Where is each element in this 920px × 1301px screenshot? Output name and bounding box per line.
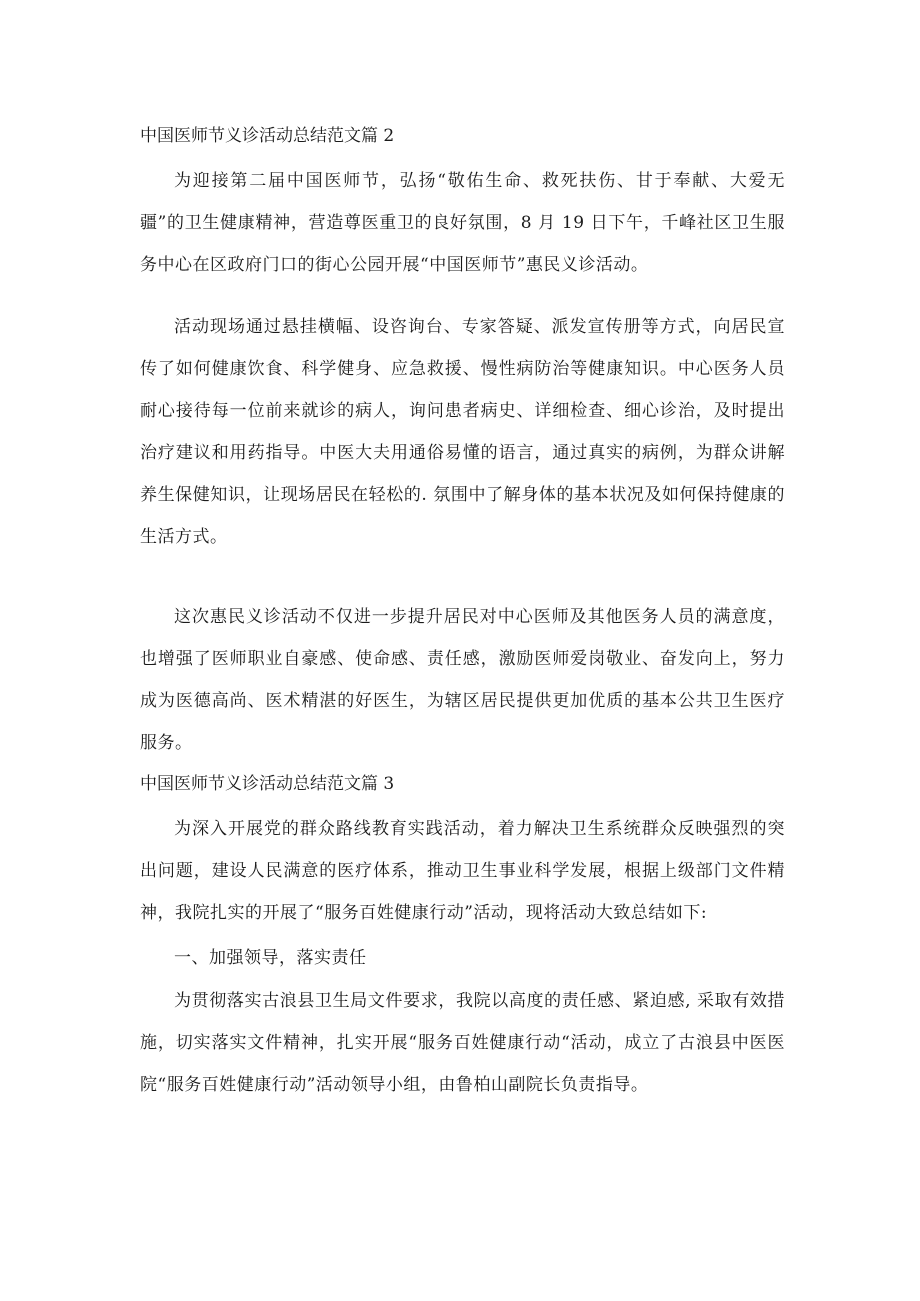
- section-heading: 中国医师节义诊活动总结范文篇 2: [140, 126, 395, 146]
- subheading: 一、加强领导，落实责任: [174, 948, 367, 968]
- paragraph: 活动现场通过悬挂横幅、设咨询台、专家答疑、派发宣传册等方式，向居民宣传了如何健康饮食、科学健身、应急救援、慢性病防治等健康知识。中心医务人员耐心接待每一位前来就诊的病人，询问患者病史、详细检查、细心诊治，及时提出治疗建议和用药指导。中医大夫用通俗易懂的语言，通过真实的病例，为群众讲解养生保健知识，让现场居民在轻松的. 氛围中了解身体的基本状况及如何保持健康的生活方式。: [140, 317, 785, 547]
- paragraph: 为迎接第二届中国医师节，弘扬“敬佑生命、救死扶伤、甘于奉献、大爱无疆”的卫生健康精神，营造尊医重卫的良好氛围，8 月 19 日下午，千峰社区卫生服务中心在区政府门口的街心公园开展“中国医师节”惠民义诊活动。: [140, 171, 785, 275]
- section-heading: 中国医师节义诊活动总结范文篇 3: [140, 774, 395, 794]
- paragraph: 为贯彻落实古浪县卫生局文件要求，我院以高度的责任感、紧迫感, 采取有效措施，切实落实文件精神，扎实开展“服务百姓健康行动“活动，成立了古浪县中医医院“服务百姓健康行动”活动领导小组，由鲁柏山副院长负责指导。: [140, 991, 785, 1095]
- paragraph: 这次惠民义诊活动不仅进一步提升居民对中心医师及其他医务人员的满意度，也增强了医师职业自豪感、使命感、责任感，激励医师爱岗敬业、奋发向上，努力成为医德高尚、医术精湛的好医生，为辖区居民提供更加优质的基本公共卫生医疗服务。: [140, 607, 785, 753]
- paragraph: 为深入开展党的群众路线教育实践活动，着力解决卫生系统群众反映强烈的突出问题，建设人民满意的医疗体系，推动卫生事业科学发展，根据上级部门文件精神，我院扎实的开展了“服务百姓健康行动”活动，现将活动大致总结如下:: [140, 819, 785, 923]
